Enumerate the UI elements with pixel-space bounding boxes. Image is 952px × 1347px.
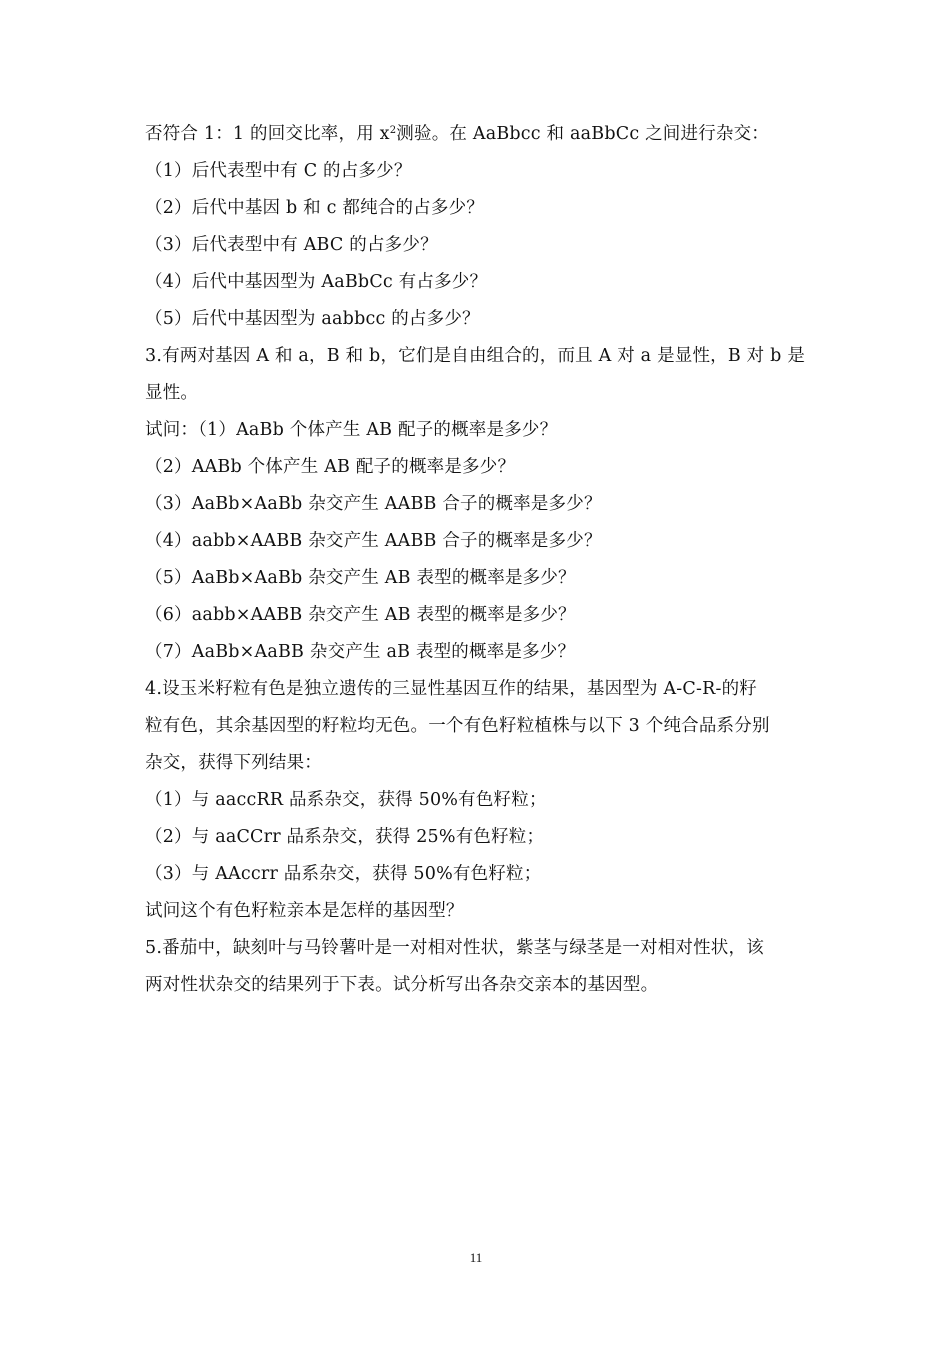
question-5-heading: 5.番茄中，缺刻叶与马铃薯叶是一对相对性状，紫茎与绿茎是一对相对性状，该 bbox=[145, 938, 764, 958]
question-item: （3）后代表型中有 ABC 的占多少？ bbox=[145, 235, 438, 255]
page-content bbox=[145, 116, 813, 1004]
question-3-heading: 3.有两对基因 A 和 a，B 和 b，它们是自由组合的，而且 A 对 a 是显性，B 对 b 是 bbox=[145, 346, 806, 366]
question-item: （2）与 aaCCrr 品系杂交，获得 25%有色籽粒； bbox=[145, 827, 545, 847]
question-4-ask: 试问这个有色籽粒亲本是怎样的基因型？ bbox=[145, 901, 464, 921]
text-line-1 bbox=[145, 116, 813, 153]
question-item: （2）AABb 个体产生 AB 配子的概率是多少？ bbox=[145, 457, 516, 477]
line-1-suffix: 测验。在 AaBbcc 和 aaBbCc 之间进行杂交： bbox=[396, 124, 770, 144]
question-item: （7）AaBb×AaBB 杂交产生 aB 表型的概率是多少？ bbox=[145, 642, 576, 662]
question-5-continuation: 两对性状杂交的结果列于下表。试分析写出各杂交亲本的基因型。 bbox=[145, 975, 659, 995]
question-item: （3）与 AAccrr 品系杂交，获得 50%有色籽粒； bbox=[145, 864, 542, 884]
question-4-heading: 4.设玉米籽粒有色是独立遗传的三显性基因互作的结果，基因型为 A-C-R-的籽 bbox=[145, 679, 758, 699]
question-4-continuation: 杂交，获得下列结果： bbox=[145, 753, 322, 773]
question-item: （4）aabb×AABB 杂交产生 AABB 合子的概率是多少？ bbox=[145, 531, 602, 551]
question-3-continuation: 显性。 bbox=[145, 383, 199, 403]
question-item: （3）AaBb×AaBb 杂交产生 AABB 合子的概率是多少？ bbox=[145, 494, 602, 514]
question-item: （2）后代中基因 b 和 c 都纯合的占多少？ bbox=[145, 198, 484, 218]
question-item: 试问：（1）AaBb 个体产生 AB 配子的概率是多少？ bbox=[145, 420, 558, 440]
question-item: （1）后代表型中有 C 的占多少？ bbox=[145, 161, 412, 181]
question-item: （6）aabb×AABB 杂交产生 AB 表型的概率是多少？ bbox=[145, 605, 576, 625]
superscript-2: 2 bbox=[389, 125, 397, 136]
question-item: （4）后代中基因型为 AaBbCc 有占多少？ bbox=[145, 272, 488, 292]
page-number: 11 bbox=[469, 1250, 483, 1265]
question-item: （5）AaBb×AaBb 杂交产生 AB 表型的概率是多少？ bbox=[145, 568, 576, 588]
question-item: （1）与 aaccRR 品系杂交，获得 50%有色籽粒； bbox=[145, 790, 547, 810]
question-item: （5）后代中基因型为 aabbcc 的占多少？ bbox=[145, 309, 480, 329]
line-1-prefix: 否符合 1：1 的回交比率，用 x bbox=[145, 124, 390, 144]
question-4-continuation: 粒有色，其余基因型的籽粒均无色。一个有色籽粒植株与以下 3 个纯合品系分别 bbox=[145, 716, 770, 736]
